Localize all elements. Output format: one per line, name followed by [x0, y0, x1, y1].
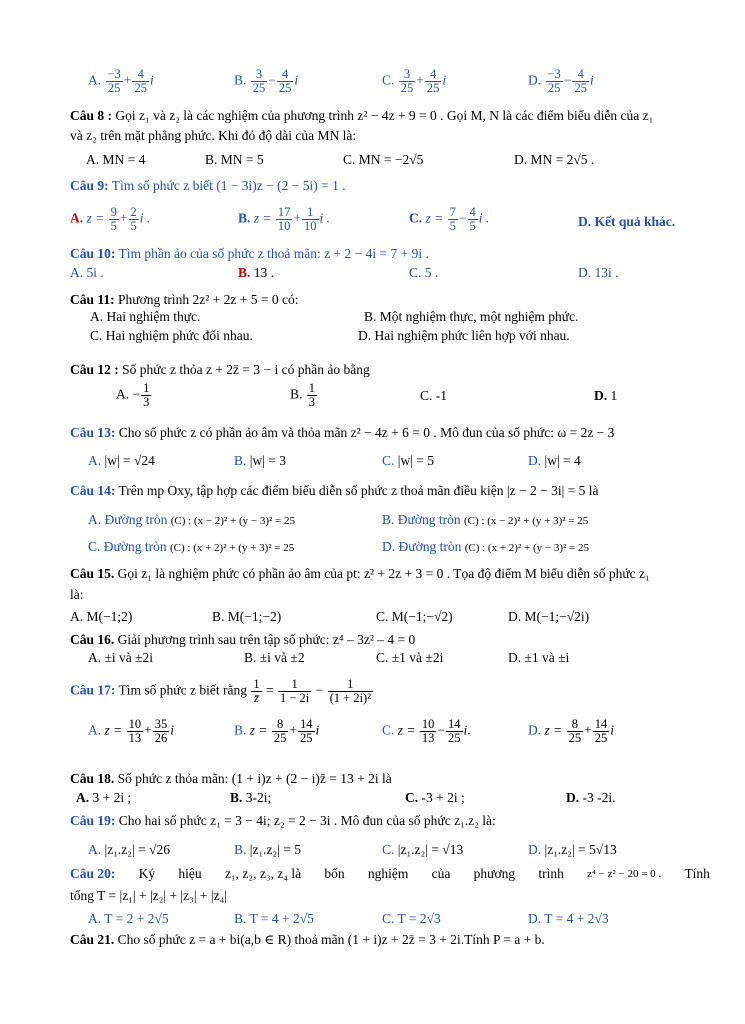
q14-option-b: B. Đường tròn (C) : (x − 2)² + (y + 3)² = 25 — [382, 512, 589, 527]
q8-option-a: A. MN = 4 — [86, 152, 146, 167]
q15-option-b: B. M(−1;−2) — [212, 609, 282, 624]
q16-option-c: C. ±1 và ±2i — [376, 650, 444, 665]
q19-option-b: B. |z₁.z₂| = 5 — [234, 842, 302, 857]
q18-stem: Câu 18. Số phức z thỏa mãn: (1 + i)z + (2 − i)z̄ = 13 + 2i là — [70, 771, 392, 786]
q9-stem: Câu 9: Tìm số phức z biết (1 − 3i)z − (2 − 5i) = 1 . — [70, 178, 346, 193]
q14-stem: Câu 14: Trên mp Oxy, tập hợp các điểm biểu diễn số phức z thoả mãn điều kiện |z − 2 − 3i| = 5 là — [70, 483, 599, 498]
q20-option-a: A. T = 2 + 2√5 — [88, 911, 169, 926]
q19-stem: Câu 19: Cho hai số phức z₁ = 3 − 4i; z₂ = 2 − 3i . Mô đun của số phức z₁.z₂ là: — [70, 813, 496, 828]
q13-option-c: C. |w| = 5 — [382, 453, 435, 468]
q11-option-a: A. Hai nghiệm thực. — [90, 309, 201, 324]
q10-option-a: A. 5i . — [70, 265, 104, 280]
q18-option-a: A. 3 + 2i ; — [76, 790, 132, 805]
q10-option-d: D. 13i . — [578, 265, 619, 280]
q13-option-d: D. |w| = 4 — [528, 453, 581, 468]
q10-option-c: C. 5 . — [409, 265, 439, 280]
q11-option-b: B. Một nghiệm thực, một nghiệm phức. — [364, 309, 579, 324]
q12-option-b: B. $\frac{1}{3}$ — [290, 381, 316, 409]
q19-option-d: D. |z₁.z₂| = 5√13 — [528, 842, 617, 857]
q15-stem-line2: là: — [70, 587, 84, 602]
q11-option-c: C. Hai nghiệm phức đối nhau. — [90, 328, 253, 343]
q15-stem-line1: Câu 15. Gọi z₁ là nghiệm phức có phần ảo âm của pt: z² + 2z + 3 = 0 . Tọa độ điểm M biểu diễn số phức z₁ — [70, 566, 650, 581]
q7-option-a: A. $\frac{-3}{25}$ + $\frac{4}{25}$ i — [88, 67, 154, 95]
q12-stem: Câu 12 : Số phức z thỏa z + 2z̄ = 3 − i có phần ảo bằng — [70, 362, 370, 377]
q8-option-d: D. MN = 2√5 . — [514, 152, 595, 167]
q10-option-b: B. 13 . — [238, 265, 275, 280]
q16-option-d: D. ±1 và ±i — [508, 650, 570, 665]
q20-option-c: C. T = 2√3 — [382, 911, 441, 926]
q12-option-c: C. -1 — [420, 388, 447, 403]
q9-option-c: C. z = $\frac{7}{5}$ − $\frac{4}{5}$ i . — [409, 205, 490, 233]
q17-stem: Câu 17: Tìm số phức z biết rằng $\frac{1}{z̄}$ = $\frac{1}{1 - 2i}$ − $\frac{1}{\text{(1 + 2i)²}}$ — [70, 677, 371, 705]
q16-option-a: A. ±i và ±2i — [88, 650, 154, 665]
q18-option-d: D. -3 -2i. — [566, 790, 616, 805]
q13-option-a: A. |w| = √24 — [88, 453, 155, 468]
q20-option-d: D. T = 4 + 2√3 — [528, 911, 609, 926]
q16-stem: Câu 16. Giải phương trình sau trên tập số phức: z⁴ – 3z² – 4 = 0 — [70, 632, 416, 647]
q7-option-c: C. $\frac{3}{25}$ + $\frac{4}{25}$ i — [382, 67, 447, 95]
q17-option-c: C. z = $\frac{10}{13}$ − $\frac{14}{25}$ i. — [382, 717, 471, 745]
q8-option-c: C. MN = −2√5 — [343, 152, 424, 167]
q14-option-a: A. Đường tròn (C) : (x − 2)² + (y − 3)² = 25 — [88, 512, 295, 527]
q17-option-d: D. z = $\frac{8}{25}$ + $\frac{14}{25}$ i — [528, 717, 615, 745]
q11-stem: Câu 11: Phương trình 2z² + 2z + 5 = 0 có: — [70, 292, 299, 307]
q7-option-d: D. $\frac{-3}{25}$ − $\frac{4}{25}$ i — [528, 67, 594, 95]
q9-option-d: D. Kết quả khác. — [578, 214, 676, 229]
q9-option-a: A. z = $\frac{9}{5}$ + $\frac{2}{5}$ i . — [70, 205, 151, 233]
q17-option-a: A. z = $\frac{10}{13}$ + $\frac{35}{26}$ i — [88, 717, 175, 745]
q18-option-b: B. 3-2i; — [230, 790, 272, 805]
q17-option-b: B. z = $\frac{8}{25}$ + $\frac{14}{25}$ i — [234, 717, 320, 745]
q20-stem-line2: tổng T = |z₁| + |z₂| + |z₃| + |z₄| — [70, 888, 228, 903]
q13-option-b: B. |w| = 3 — [234, 453, 287, 468]
q8-option-b: B. MN = 5 — [205, 152, 264, 167]
q20-stem-line1: Câu 20: Ký hiệu z₁, z₂, z₃, z₄ là bốn nghiệm của phương trình z⁴ − z² − 20 = 0 . Tính — [70, 866, 710, 881]
q12-option-a: A. − $\frac{1}{3}$ — [116, 381, 150, 409]
q16-option-b: B. ±i và ±2 — [244, 650, 305, 665]
q18-option-c: C. -3 + 2i ; — [405, 790, 465, 805]
q19-option-c: C. |z₁.z₂| = √13 — [382, 842, 464, 857]
q7-option-b: B. $\frac{3}{25}$ − $\frac{4}{25}$ i — [234, 67, 299, 95]
q8-stem-line1: Câu 8 : Gọi z₁ và z₂ là các nghiệm của phương trình z² − 4z + 9 = 0 . Gọi M, N là các điểm biểu diễn của z₁ — [70, 108, 654, 123]
q15-option-c: C. M(−1;−√2) — [376, 609, 453, 624]
q12-option-d: D. 1 — [594, 388, 618, 403]
q14-option-c: C. Đường tròn (C) : (x + 2)² + (y + 3)² = 25 — [88, 539, 295, 554]
q11-option-d: D. Hai nghiệm phức liên hợp với nhau. — [358, 328, 570, 343]
q10-stem: Câu 10: Tìm phần ảo của số phức z thoả mãn: z + 2 − 4i = 7 + 9i . — [70, 246, 429, 261]
q19-option-a: A. |z₁.z₂| = √26 — [88, 842, 170, 857]
q9-option-b: B. z = $\frac{17}{10}$ + $\frac{1}{10}$ i . — [238, 205, 331, 233]
q21-stem: Câu 21. Cho số phức z = a + bi(a,b ∈ R) thoả mãn (1 + i)z + 2z̄ = 3 + 2i.Tính P = a + b. — [70, 932, 545, 947]
q20-option-b: B. T = 4 + 2√5 — [234, 911, 314, 926]
q15-option-a: A. M(−1;2) — [70, 609, 133, 624]
q15-option-d: D. M(−1;−√2i) — [508, 609, 590, 624]
q13-stem: Câu 13: Cho số phức z có phần ảo âm và thỏa mãn z² − 4z + 6 = 0 . Mô đun của số phức: ω = 2z − 3 — [70, 425, 615, 440]
q14-option-d: D. Đường tròn (C) : (x + 2)² + (y − 3)² = 25 — [382, 539, 589, 554]
q8-stem-line2: và z₂ trên mặt phẳng phức. Khi đó độ dài của MN là: — [70, 128, 357, 143]
